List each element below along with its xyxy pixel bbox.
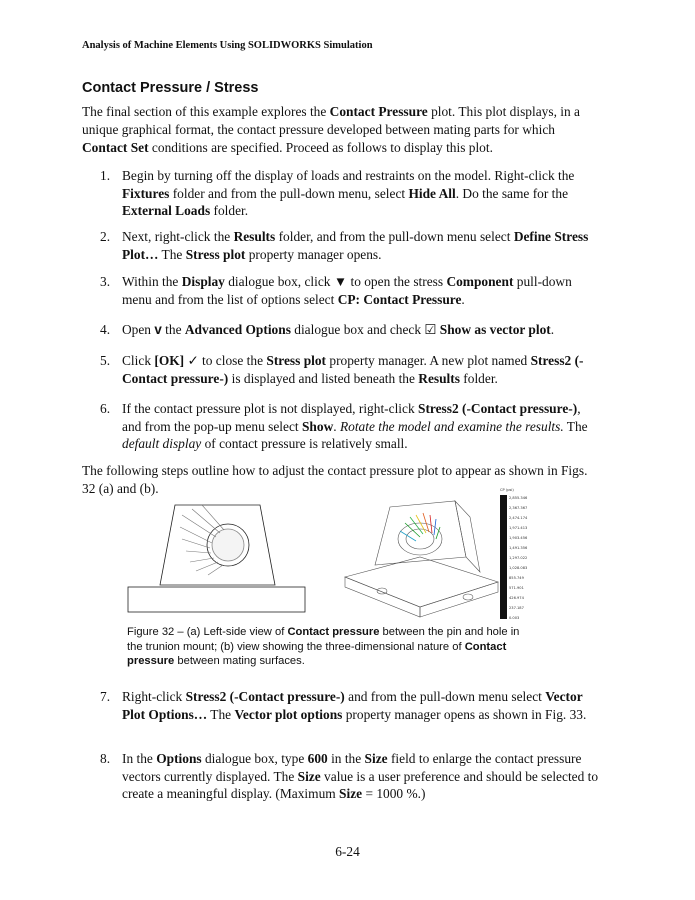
list-item: 3. Within the Display dialogue box, click ▼ to open the stress Component pull-down menu and from the list of options select CP: Contact Pressure.	[100, 274, 572, 307]
legend-value: 2,367.367	[509, 506, 528, 510]
legend-title: CP (psi)	[500, 488, 514, 492]
section-title: Contact Pressure / Stress	[82, 80, 259, 96]
legend-value: 2,474.174	[509, 516, 528, 520]
legend-value: 1,028.083	[509, 566, 528, 570]
list-item: 8. In the Options dialogue box, type 600 in the Size field to enlarge the contact pressure vectors currently displayed. The Size value is a user preference and should be selected to create a meaningful display. (Maximum Size = 1000 %.)	[100, 751, 599, 801]
checkbox-icon: ☑	[424, 322, 437, 337]
list-item: 5. Click [OK] ✓ to close the Stress plot property manager. A new plot named Stress2 (-Contact pressure-) is displayed and listed beneath the Results folder.	[100, 353, 584, 386]
transition-paragraph: The following steps outline how to adjust the contact pressure plot to appear as shown in Figs. 32 (a) and (b).	[82, 463, 588, 496]
figure-32	[120, 487, 540, 622]
page-number: 6-24	[335, 844, 360, 859]
legend-value: 571.901	[509, 586, 524, 590]
triangle-down-icon: ▼	[333, 274, 348, 289]
figure-caption: Figure 32 – (a) Left-side view of Contact pressure between the pin and hole in the trunion mount; (b) view showing the three-dimensional nature of Contact pressure between mating surfaces.	[127, 626, 520, 667]
list-item: 1. Begin by turning off the display of loads and restraints on the model. Right-click the Fixtures folder and from the pull-down menu, select Hide All. Do the same for the External Loads folder.	[100, 168, 575, 218]
legend-value: 426.974	[509, 596, 524, 600]
legend-value: 1,491.356	[509, 546, 528, 550]
running-head: Analysis of Machine Elements Using SOLIDWORKS Simulation	[82, 40, 373, 51]
legend-value: 1,903.456	[509, 536, 528, 540]
list-item: 2. Next, right-click the Results folder, and from the pull-down menu select Define Stress Plot… The Stress plot property manager opens.	[100, 229, 589, 262]
legend-value: 0.003	[509, 616, 520, 620]
list-item: 7. Right-click Stress2 (-Contact pressure-) and from the pull-down menu select Vector Plot Options… The Vector plot options property manager opens as shown in Fig. 33.	[100, 689, 587, 722]
chevron-down-icon: v	[154, 322, 162, 337]
legend-value: 1,971.413	[509, 526, 528, 530]
pressure-vectors-iso	[400, 513, 440, 541]
legend-value: 2,855.346	[509, 496, 528, 500]
intro-paragraph: The final section of this example explores the Contact Pressure plot. This plot displays, in a unique graphical format, the contact pressure developed between mating parts for which Contact Set conditions are specified. Proceed as follows to display this plot.	[82, 104, 580, 155]
list-item: 4. Open v the Advanced Options dialogue box and check ☑ Show as vector plot.	[100, 322, 555, 337]
legend-value: 855.749	[509, 576, 524, 580]
legend-values	[509, 496, 528, 620]
legend-color-bar	[500, 495, 507, 619]
legend-value: 1,297.022	[509, 556, 528, 560]
list-item: 6. If the contact pressure plot is not displayed, right-click Stress2 (-Contact pressure-), and from the pop-up menu select Show. Rotate the model and examine the results. The default display of contact pressure is relatively small.	[100, 401, 588, 451]
isometric-view	[345, 501, 498, 617]
contact-pressure-figure	[120, 487, 540, 622]
checkmark-icon: ✓	[184, 353, 199, 368]
legend-value: 237.187	[509, 606, 524, 610]
